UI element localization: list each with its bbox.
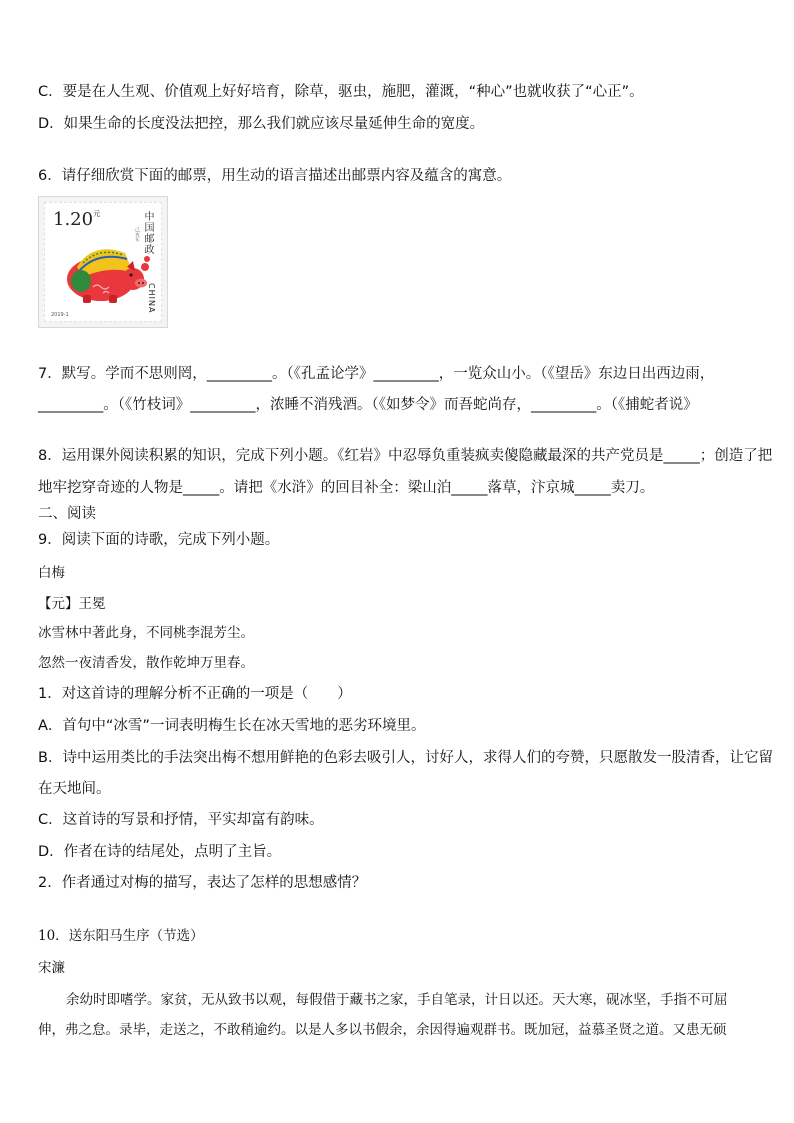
question-9-prompt: 9．阅读下面的诗歌，完成下列小题。 [38,532,280,548]
section-heading-reading: 二、阅读 [38,506,96,522]
question-10-title: 10．送东阳马生序（节选） [38,928,204,944]
question-10-author: 宋濂 [38,960,65,976]
question-5-option-d: D．如果生命的长度没法把控，那么我们就应该尽量延伸生命的宽度。 [38,116,485,132]
zodiac-pig-stamp [38,196,168,328]
question-7-line-1: 7．默写。学而不思则罔，_________。（《孔孟论学》_________，一览众山小。（《望岳》东边日出西边雨， [38,366,715,382]
sub-question-2: 2．作者通过对梅的描写，表达了怎样的思想感情？ [38,875,367,891]
option-b-line-2: 在天地间。 [38,781,111,797]
poem-title: 白梅 [38,565,65,581]
option-c: C．这首诗的写景和抒情，平实却富有韵味。 [38,812,324,828]
stamp-code: 2019-1 [51,312,69,318]
stamp-country: 中国邮政 [142,211,153,255]
option-a: A．首句中“冰雪”一词表明梅生长在冰天雪地的恶劣环境里。 [38,718,426,734]
pig-illustration [53,227,153,307]
option-b-line-1: B．诗中运用类比的手法突出梅不想用鲜艳的色彩去吸引人，讨好人，求得人们的夸赞，只愿散发一股清香，让它留 [38,750,773,766]
option-d: D．作者在诗的结尾处，点明了主旨。 [38,844,282,860]
poem-line-1: 冰雪林中著此身，不同桃李混芳尘。 [38,625,254,641]
question-10-paragraph-line-1: 余幼时即嗜学。家贫，无从致书以观，每假借于藏书之家，手自笔录，计日以还。天大寒，砚冰坚，手指不可屈 [66,992,728,1008]
question-8-line-2: 地牢挖穿奇迹的人物是_____。请把《水浒》的回目补全：梁山泊_____落草，汴京城_____卖刀。 [38,480,655,496]
sub-question-1: 1．对这首诗的理解分析不正确的一项是（ ） [38,686,352,702]
stamp-subtitle: 己亥年 [134,227,140,242]
question-5-option-c: C．要是在人生观、价值观上好好培育，除草，驱虫，施肥，灌溉，“种心”也就收获了“心正”。 [38,84,644,100]
question-6-prompt: 6．请仔细欣赏下面的邮票，用生动的语言描述出邮票内容及蕴含的寓意。 [38,168,512,184]
question-10-paragraph-line-2: 伸，弗之怠。录毕，走送之，不敢稍逾约。以是人多以书假余，余因得遍观群书。既加冠，益慕圣贤之道。又患无硕 [38,1022,727,1038]
poem-line-2: 忽然一夜清香发，散作乾坤万里春。 [38,655,254,671]
question-7-line-2: _________。（《竹枝词》_________，浓睡不消残酒。（《如梦令》而吾蛇尚存，_________。（《捕蛇者说》 [38,397,698,413]
stamp-denomination: $1.20^元$ [53,209,101,230]
stamp-china-label: CHINA [147,282,156,313]
question-8-line-1: 8．运用课外阅读积累的知识，完成下列小题。《红岩》中忍辱负重装疯卖傻隐藏最深的共产党员是_____；创造了把 [38,448,773,464]
poem-author: 【元】王冕 [38,596,106,612]
